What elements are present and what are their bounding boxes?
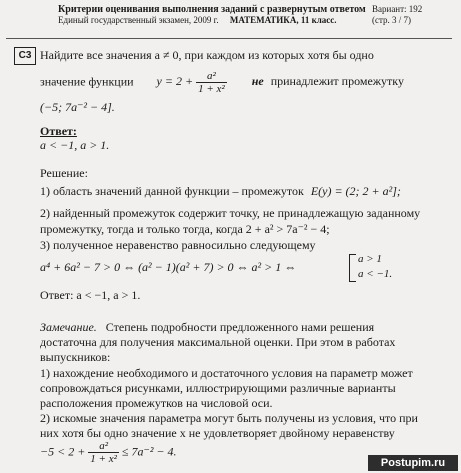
solution-step-2-line-2: промежутку, тогда и только тогда, когда 2 + a² > 7a⁻² − 4; xyxy=(40,222,330,236)
task-func-fraction xyxy=(196,70,227,95)
task-func-denominator: 1 + x² xyxy=(198,83,225,95)
ineq-denominator: 1 + x² xyxy=(90,453,117,465)
task-text-belongs: принадлежит промежутку xyxy=(270,74,404,89)
task-line-2 xyxy=(40,70,404,95)
ineq-fraction xyxy=(88,440,119,465)
solution-step-1 xyxy=(40,184,401,199)
remark-line-4: 1) нахождение необходимого и достаточного условия на параметр может xyxy=(40,366,413,380)
remark-line-1-text: Степень подробности предложенного нами решения xyxy=(105,320,375,334)
step1-math: E(y) = (2; 2 + a²]; xyxy=(310,184,401,198)
remark-line-2: достаточна для получения максимальной оценки. При этом в работах xyxy=(40,335,396,349)
task-code-box: С3 xyxy=(14,47,36,65)
solution-step-3: 3) полученное неравенство равносильно следующему xyxy=(40,238,316,252)
step1-text: 1) область значений данной функции – промежуток xyxy=(40,184,304,198)
ineq-rhs: ≤ 7a⁻² − 4. xyxy=(121,444,177,459)
remark-label: Замечание. xyxy=(40,320,97,334)
solution-final-answer: Ответ: a < −1, a > 1. xyxy=(40,288,141,302)
task-interval: (−5; 7a⁻² − 4]. xyxy=(40,100,115,114)
header-exam-line xyxy=(58,15,337,25)
remark-line-8: них хотя бы одно значение x не удовлетворяет двойному неравенству xyxy=(40,426,395,440)
remark-line-6: расположения промежутков на числовой оси. xyxy=(40,396,273,410)
answer-value: a < −1, a > 1. xyxy=(40,138,110,152)
system-bracket xyxy=(349,254,356,282)
solution-heading: Решение: xyxy=(40,166,88,180)
solution-step-2-line-1: 2) найденный промежуток содержит точку, не принадлежащую заданному xyxy=(40,206,421,220)
remark-line-3: выпускников: xyxy=(40,350,111,364)
remark-line-1 xyxy=(40,320,374,335)
watermark-logo: Postupim.ru xyxy=(368,455,458,471)
system-bottom: a < −1. xyxy=(358,268,393,280)
header-variant: Вариант: 192 xyxy=(372,4,423,14)
remark-line-7: 2) искомые значения параметра могут быть получены из условия, что при xyxy=(40,411,418,425)
header-subject: МАТЕМАТИКА, 11 класс. xyxy=(229,15,337,25)
ineq-numerator: a² xyxy=(88,440,119,453)
ineq-lhs: −5 < 2 + xyxy=(40,444,86,459)
task-text-function: значение функции xyxy=(40,74,134,89)
header-page: (стр. 3 / 7) xyxy=(372,15,412,25)
task-not-word: не xyxy=(251,74,264,89)
remark-line-5: сопровождаться рисунками, иллюстрирующими различные варианты xyxy=(40,381,396,395)
task-func-lhs: y = 2 + xyxy=(156,74,194,89)
header-variant-block xyxy=(372,4,422,26)
answer-label: Ответ: xyxy=(40,124,77,138)
header-title: Критерии оценивания выполнения заданий с развернутым ответом xyxy=(58,4,366,15)
header-divider xyxy=(6,38,452,39)
remark-double-inequality xyxy=(40,440,177,465)
solution-inequality-chain: a⁴ + 6a² − 7 > 0 ⇔ (a² − 1)(a² + 7) > 0 ⇔ a² > 1 ⇔ xyxy=(40,260,297,274)
task-line-1: Найдите все значения a ≠ 0, при каждом из которых хотя бы одно xyxy=(40,48,374,62)
header-exam: Единый государственный экзамен, 2009 г. xyxy=(58,15,219,25)
system-top: a > 1 xyxy=(358,253,382,265)
task-func-numerator: a² xyxy=(196,70,227,83)
